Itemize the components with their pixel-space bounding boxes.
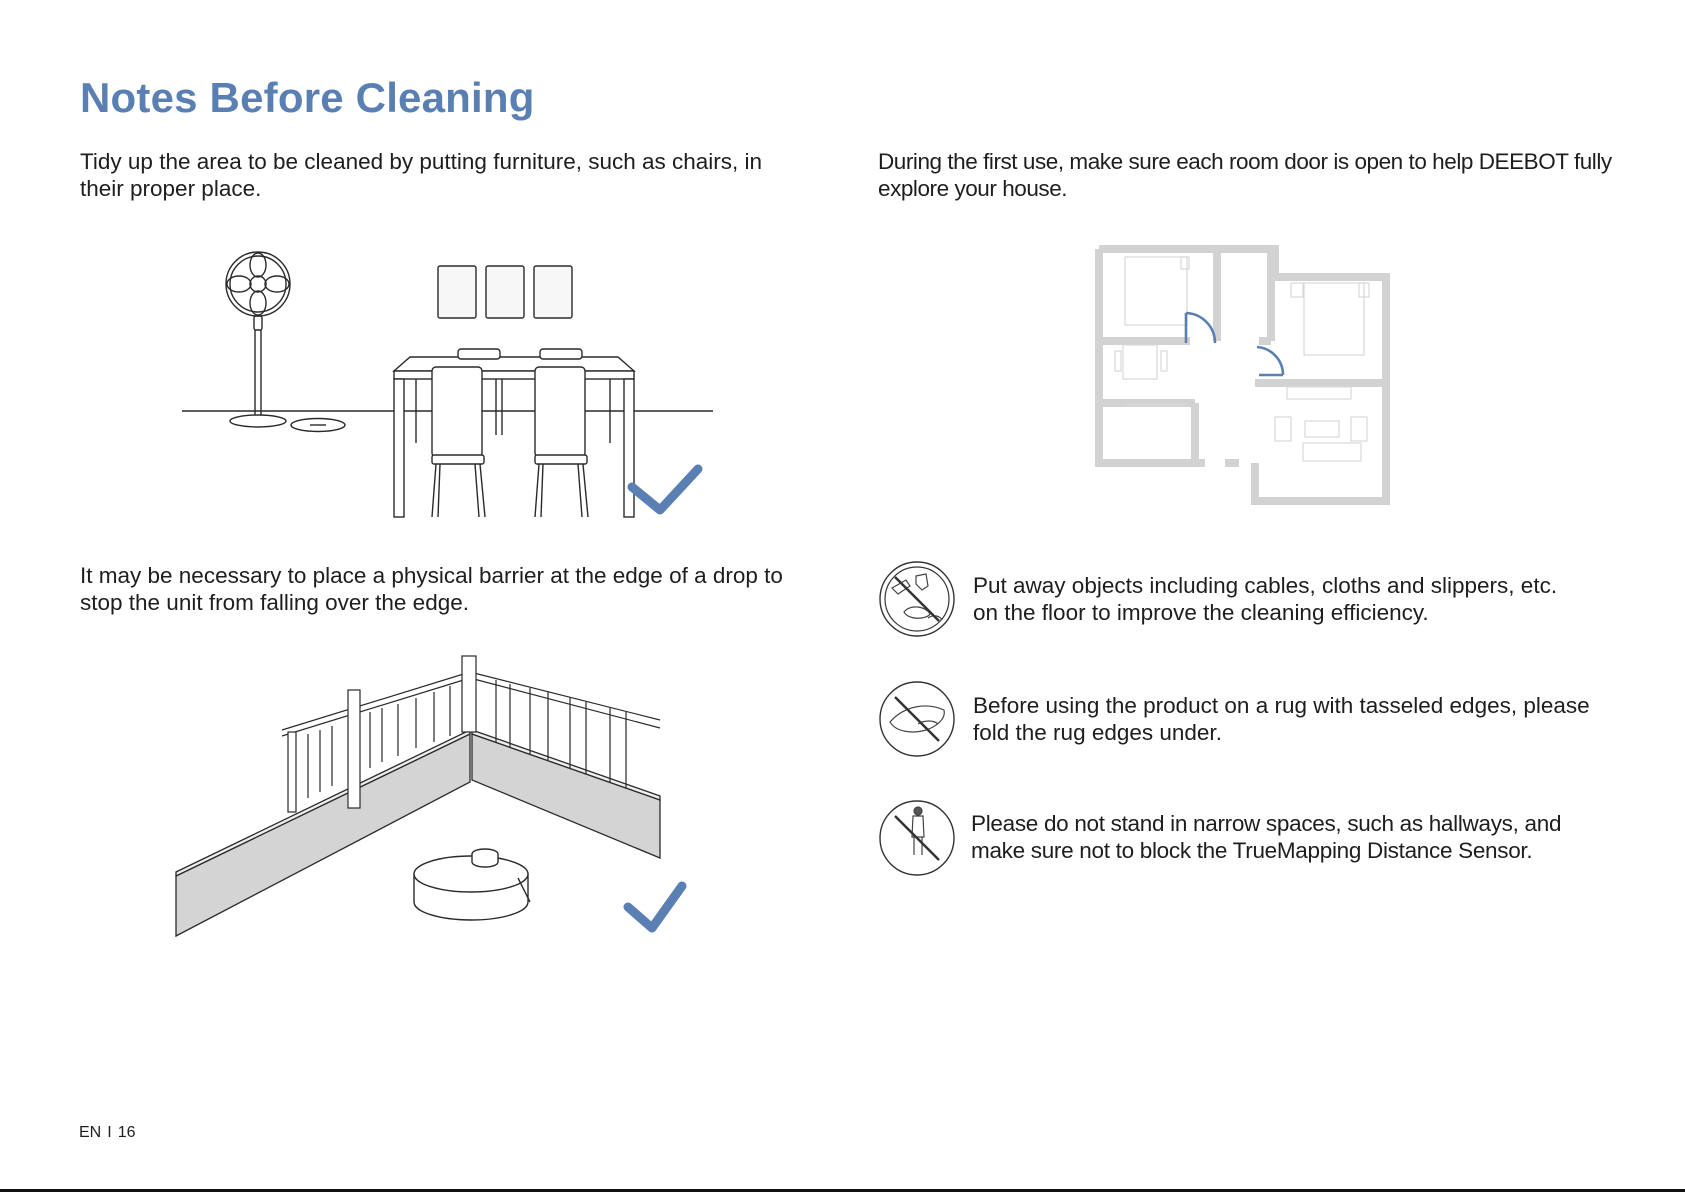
open-door-right — [1257, 347, 1283, 375]
tidy-note-line1: Tidy up the area to be cleaned by putting furniture, such as chairs, in — [80, 149, 763, 174]
barrier-note-line2: stop the unit from falling over the edge. — [80, 590, 469, 615]
rug-note — [973, 692, 1590, 746]
first-use-note-line1: During the first use, make sure each room door is open to help DEEBOT fully — [878, 149, 1612, 174]
robot-vacuum-small-illustration — [291, 419, 345, 432]
robot-vacuum-illustration — [414, 849, 530, 920]
barrier-note — [80, 562, 783, 616]
put-away-note-line2: on the floor to improve the cleaning efficiency. — [973, 600, 1429, 625]
open-door-left — [1186, 313, 1215, 343]
no-tasseled-rug-icon — [878, 680, 956, 758]
rug-note-line2: fold the rug edges under. — [973, 720, 1222, 745]
floor-plan-illustration — [1095, 245, 1395, 505]
no-cables-slippers-icon — [878, 560, 956, 638]
no-standing-person-icon — [878, 799, 956, 877]
footer-separator: I — [107, 1124, 112, 1141]
narrow-spaces-note-line1: Please do not stand in narrow spaces, such as hallways, and — [971, 811, 1562, 836]
front-chair-left-illustration — [432, 367, 485, 517]
narrow-spaces-note-line2: make sure not to block the TrueMapping Distance Sensor. — [971, 838, 1533, 863]
checkmark-icon — [632, 469, 698, 510]
standing-fan-illustration — [226, 252, 290, 427]
first-use-note — [878, 148, 1612, 202]
first-use-note-line2: explore your house. — [878, 176, 1068, 201]
page-title: Notes Before Cleaning — [80, 74, 535, 121]
dining-table-illustration — [394, 349, 634, 517]
dining-room-illustration — [170, 245, 730, 520]
front-chair-right-illustration — [535, 367, 588, 517]
stair-barrier-illustration — [170, 650, 690, 940]
tidy-note — [80, 148, 762, 202]
put-away-note — [973, 572, 1557, 626]
put-away-note-line1: Put away objects including cables, cloths and slippers, etc. — [973, 573, 1558, 598]
tidy-note-line2: their proper place. — [80, 176, 262, 201]
rug-note-line1: Before using the product on a rug with tasseled edges, please — [973, 693, 1590, 718]
checkmark-icon — [628, 886, 682, 928]
page-footer — [79, 1124, 135, 1142]
wall-frames-illustration — [438, 266, 572, 318]
narrow-spaces-note — [971, 810, 1561, 864]
footer-language: EN — [79, 1124, 102, 1141]
barrier-note-line1: It may be necessary to place a physical barrier at the edge of a drop to — [80, 563, 783, 588]
page-number: 16 — [117, 1124, 136, 1141]
